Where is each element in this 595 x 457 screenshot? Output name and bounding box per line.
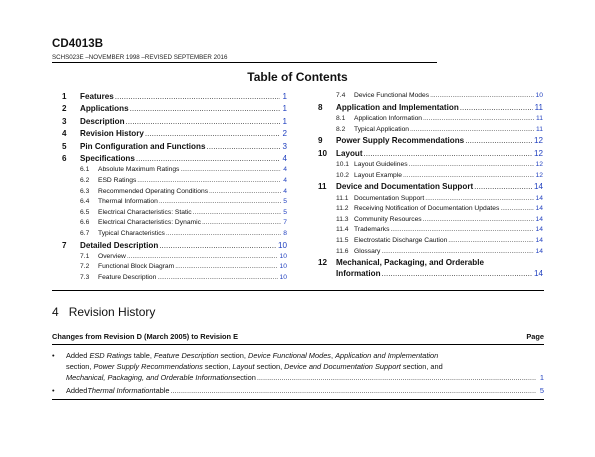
toc-entry-overview[interactable]	[62, 253, 287, 264]
change-text	[66, 350, 536, 384]
document-revision-line: SCHS023E –NOVEMBER 1998 –REVISED SEPTEMBER 2016	[52, 54, 228, 61]
toc-page-link[interactable]: 10	[277, 240, 287, 250]
toc-number: 11.4	[336, 226, 349, 234]
toc-title: Application Information	[354, 114, 423, 122]
toc-page-link[interactable]: 10	[279, 263, 287, 271]
text: table	[153, 386, 170, 395]
toc-number: 6.3	[80, 187, 90, 195]
toc-title: Electrical Characteristics: Static	[98, 208, 192, 216]
toc-title-cont: Information	[336, 269, 381, 279]
toc-page-link[interactable]: 2	[282, 129, 287, 139]
leader-dots	[364, 149, 532, 158]
bottom-rule	[52, 399, 544, 400]
toc-entry-power-supply-recommendations[interactable]	[318, 136, 543, 148]
change-page-link[interactable]: 5	[539, 386, 544, 395]
toc-title: Device Functional Modes	[354, 92, 430, 99]
toc-entry-electrostatic-discharge-caution[interactable]	[318, 237, 543, 248]
toc-title: Layout Guidelines	[354, 160, 408, 168]
toc-number: 11.6	[336, 247, 349, 255]
document-title: CD4013B	[52, 38, 104, 50]
toc-title: Glossary	[354, 247, 381, 255]
toc-entry-functional-block-diagram[interactable]	[62, 263, 287, 274]
toc-title: Electrical Characteristics: Dynamic	[98, 219, 201, 227]
toc-entry-layout-example[interactable]	[318, 172, 543, 183]
toc-page-link[interactable]: 14	[533, 182, 543, 192]
leader-dots	[410, 126, 534, 133]
toc-number: 6.2	[80, 176, 90, 184]
text: section,	[254, 362, 285, 372]
leader-dots	[423, 216, 534, 223]
toc-title: Functional Block Diagram	[98, 263, 175, 271]
toc-title: Feature Description	[98, 274, 157, 282]
leader-dots	[474, 182, 532, 191]
toc-page-link[interactable]: 10	[279, 252, 287, 260]
toc-page-link[interactable]: 11	[536, 125, 543, 133]
toc-right-column	[318, 92, 543, 281]
toc-title: Device and Documentation Support	[336, 182, 474, 192]
toc-page-link[interactable]: 5	[283, 198, 287, 206]
toc-number: 12	[318, 258, 328, 268]
link-mechanical-packaging[interactable]: Mechanical, Packaging, and Orderable Information	[66, 373, 233, 383]
leader-dots	[409, 161, 534, 168]
toc-entry-trademarks[interactable]	[318, 226, 543, 237]
leader-dots	[202, 219, 281, 226]
leader-dots	[257, 372, 536, 383]
link-power-supply[interactable]: Power Supply Recommendations	[93, 362, 203, 372]
toc-entry-layout[interactable]	[318, 149, 543, 161]
toc-number: 7.2	[80, 263, 90, 271]
toc-title: Typical Application	[354, 125, 410, 133]
toc-page-link[interactable]: 3	[282, 141, 287, 151]
toc-number: 10.1	[336, 160, 350, 168]
toc-page-link[interactable]: 10	[279, 274, 287, 282]
link-thermal-information[interactable]: Thermal Information	[87, 386, 154, 395]
toc-entry-detailed-description[interactable]	[62, 241, 287, 253]
link-esd-ratings[interactable]: ESD Ratings	[89, 351, 132, 360]
section-title: Revision History	[68, 305, 156, 319]
leader-dots	[390, 226, 533, 233]
leader-dots	[209, 188, 281, 195]
toc-title: ESD Ratings	[98, 176, 137, 184]
leader-dots	[145, 129, 281, 138]
leader-dots	[175, 263, 277, 270]
toc-number: 11.2	[336, 205, 349, 213]
toc-number: 5	[62, 141, 67, 151]
toc-page-link[interactable]: 14	[535, 236, 543, 244]
toc-number: 10.2	[336, 171, 350, 179]
toc-entry-pin-configuration-and-functions[interactable]	[62, 142, 287, 154]
leader-dots	[159, 241, 276, 250]
toc-entry-absolute-maximum-ratings[interactable]	[62, 166, 287, 177]
toc-number: 11.5	[336, 236, 349, 244]
toc-number: 7.1	[80, 252, 90, 260]
leader-dots	[465, 136, 532, 145]
toc-entry-description[interactable]	[62, 117, 287, 129]
toc-title: Absolute Maximum Ratings	[98, 166, 180, 174]
revision-history-heading	[52, 305, 155, 319]
text: Added	[66, 351, 90, 360]
leader-dots	[137, 177, 281, 184]
text: section,	[202, 362, 233, 372]
toc-entry-revision-history[interactable]	[62, 129, 287, 141]
toc-entry-applications[interactable]	[62, 104, 287, 116]
toc-page-link[interactable]: 5	[283, 208, 287, 216]
leader-dots	[423, 115, 534, 122]
toc-number: 6.1	[80, 166, 90, 174]
toc-number: 11	[318, 182, 327, 192]
section-number: 4	[52, 305, 59, 319]
text: table,	[131, 351, 154, 360]
toc-number: 7	[62, 240, 67, 250]
toc-number: 6.6	[80, 219, 90, 227]
change-page-link[interactable]: 1	[539, 373, 544, 383]
toc-page-link[interactable]: 4	[283, 176, 287, 184]
toc-title: Description	[80, 116, 125, 126]
toc-number: 6.7	[80, 229, 90, 237]
toc-page-link[interactable]: 8	[283, 229, 287, 237]
toc-entry-typical-application[interactable]	[318, 126, 543, 137]
leader-dots	[425, 195, 533, 202]
page-column-label: Page	[526, 332, 544, 341]
toc-page-link[interactable]: 14	[535, 205, 543, 213]
toc-page-link[interactable]: 12	[535, 160, 543, 168]
toc-left-column	[62, 92, 287, 285]
toc-entry-electrical-characteristics-dynamic[interactable]	[62, 219, 287, 230]
toc-page-link[interactable]: 12	[533, 136, 543, 146]
toc-entry-specifications[interactable]	[62, 154, 287, 166]
toc-entry-application-information[interactable]	[318, 115, 543, 126]
leader-dots	[171, 385, 536, 396]
toc-title: Layout Example	[354, 171, 402, 179]
change-text	[66, 385, 536, 396]
toc-title: Specifications	[80, 153, 135, 163]
toc-page-link[interactable]: 1	[282, 104, 287, 114]
toc-entry-features[interactable]	[62, 92, 287, 104]
toc-entry-mechanical-packaging-and-orderable[interactable]	[318, 258, 543, 281]
toc-number: 3	[62, 116, 67, 126]
toc-entry-feature-description[interactable]	[62, 274, 287, 285]
leader-dots	[206, 142, 280, 151]
toc-title: Pin Configuration and Functions	[80, 141, 206, 151]
leader-dots	[180, 166, 281, 173]
bullet: •	[52, 386, 55, 395]
toc-title: Features	[80, 92, 114, 101]
toc-number: 8	[318, 102, 323, 112]
change-item	[52, 385, 544, 397]
bullet: •	[52, 351, 55, 360]
toc-title: Receiving Notification of Documentation Updates	[354, 205, 500, 213]
toc-title: Revision History	[80, 129, 144, 139]
leader-dots	[460, 103, 533, 112]
toc-number: 7.4	[336, 92, 346, 99]
toc-number: 6	[62, 153, 67, 163]
toc-title: Thermal Information	[98, 198, 158, 206]
toc-entry-layout-guidelines[interactable]	[318, 161, 543, 172]
leader-dots	[430, 92, 533, 99]
toc-title: Layout	[336, 148, 363, 158]
toc-page-link[interactable]: 11	[534, 102, 543, 112]
toc-title: Overview	[98, 252, 126, 260]
toc-page-link[interactable]: 1	[282, 116, 287, 126]
text: section, and	[400, 362, 443, 372]
toc-page-link[interactable]: 1	[282, 92, 287, 101]
leader-dots	[500, 205, 533, 212]
toc-entry-typical-characteristics[interactable]	[62, 230, 287, 241]
link-application-implementation[interactable]: Application and Implementation	[335, 351, 439, 360]
leader-dots	[382, 269, 532, 278]
toc-page-link[interactable]: 14	[535, 215, 543, 223]
toc-title: Recommended Operating Conditions	[98, 187, 209, 195]
toc-page-link[interactable]: 7	[283, 219, 287, 227]
leader-dots	[126, 117, 281, 126]
toc-title: Typical Characteristics	[98, 229, 165, 237]
text: ,	[331, 351, 336, 360]
toc-number: 8.2	[336, 125, 346, 133]
section-rule	[52, 290, 544, 291]
toc-page-link[interactable]: 12	[535, 171, 543, 179]
toc-page-link[interactable]: 14	[535, 226, 543, 234]
toc-page-link[interactable]: 4	[283, 187, 287, 195]
toc-number: 6.5	[80, 208, 90, 216]
change-item	[52, 350, 544, 386]
text: section,	[66, 362, 94, 372]
toc-entry-community-resources[interactable]	[318, 216, 543, 227]
toc-page-link[interactable]: 12	[533, 148, 543, 158]
toc-entry-receiving-notification-of-documentation-updates[interactable]	[318, 205, 543, 216]
toc-title: Power Supply Recommendations	[336, 136, 465, 146]
toc-number: 8.1	[336, 114, 346, 122]
toc-number: 10	[318, 148, 328, 158]
changes-rule	[52, 344, 544, 345]
toc-entry-electrical-characteristics-static[interactable]	[62, 209, 287, 220]
toc-number: 2	[62, 104, 67, 114]
toc-number: 4	[62, 129, 67, 139]
leader-dots	[127, 253, 278, 260]
toc-number: 11.3	[336, 215, 349, 223]
toc-number: 7.3	[80, 274, 90, 282]
link-device-functional-modes[interactable]: Device Functional Modes	[248, 351, 331, 360]
link-feature-description[interactable]: Feature Description	[153, 351, 219, 360]
toc-number: 11.1	[336, 194, 349, 202]
toc-number: 9	[318, 136, 323, 146]
toc-title: Detailed Description	[80, 240, 159, 250]
text: Added	[66, 386, 88, 395]
toc-entry-glossary[interactable]	[318, 248, 543, 259]
toc-number: 6.4	[80, 198, 90, 206]
leader-dots	[448, 237, 533, 244]
text: section	[232, 373, 256, 383]
toc-entry-device-functional-modes[interactable]	[318, 92, 543, 103]
toc-entry-device-and-documentation-support[interactable]	[318, 182, 543, 194]
toc-page-link[interactable]: 14	[533, 269, 543, 279]
toc-page-link[interactable]: 4	[283, 166, 287, 174]
toc-title: Electrostatic Discharge Caution	[354, 236, 448, 244]
toc-page-link[interactable]: 11	[536, 114, 543, 122]
leader-dots	[115, 92, 281, 101]
toc-entry-application-and-implementation[interactable]	[318, 103, 543, 115]
toc-title: Mechanical, Packaging, and Orderable	[336, 258, 484, 268]
toc-page-link[interactable]: 10	[535, 92, 543, 99]
leader-dots	[166, 230, 281, 237]
toc-title: Community Resources	[354, 215, 422, 223]
toc-heading: Table of Contents	[247, 70, 348, 84]
leader-dots	[193, 209, 282, 216]
toc-entry-thermal-information[interactable]	[62, 198, 287, 209]
toc-page-link[interactable]: 14	[535, 247, 543, 255]
toc-title: Application and Implementation	[336, 102, 459, 112]
leader-dots	[159, 198, 281, 205]
toc-page-link[interactable]: 4	[282, 153, 287, 163]
link-device-documentation-support[interactable]: Device and Documentation Support	[284, 362, 401, 372]
header-rule	[52, 62, 437, 63]
link-layout[interactable]: Layout	[232, 362, 255, 372]
toc-page-link[interactable]: 14	[535, 194, 543, 202]
toc-entry-documentation-support[interactable]	[318, 195, 543, 206]
toc-entry-esd-ratings[interactable]	[62, 177, 287, 188]
toc-entry-recommended-operating-conditions[interactable]	[62, 188, 287, 199]
toc-title: Trademarks	[354, 226, 390, 234]
leader-dots	[130, 104, 281, 113]
toc-title: Documentation Support	[354, 194, 425, 202]
toc-number: 1	[62, 92, 67, 101]
leader-dots	[381, 248, 533, 255]
text: section,	[218, 351, 249, 360]
leader-dots	[403, 172, 534, 179]
leader-dots	[157, 274, 277, 281]
changes-label: Changes from Revision D (March 2005) to Revision E	[52, 332, 239, 341]
toc-title: Applications	[80, 104, 129, 114]
leader-dots	[136, 154, 281, 163]
